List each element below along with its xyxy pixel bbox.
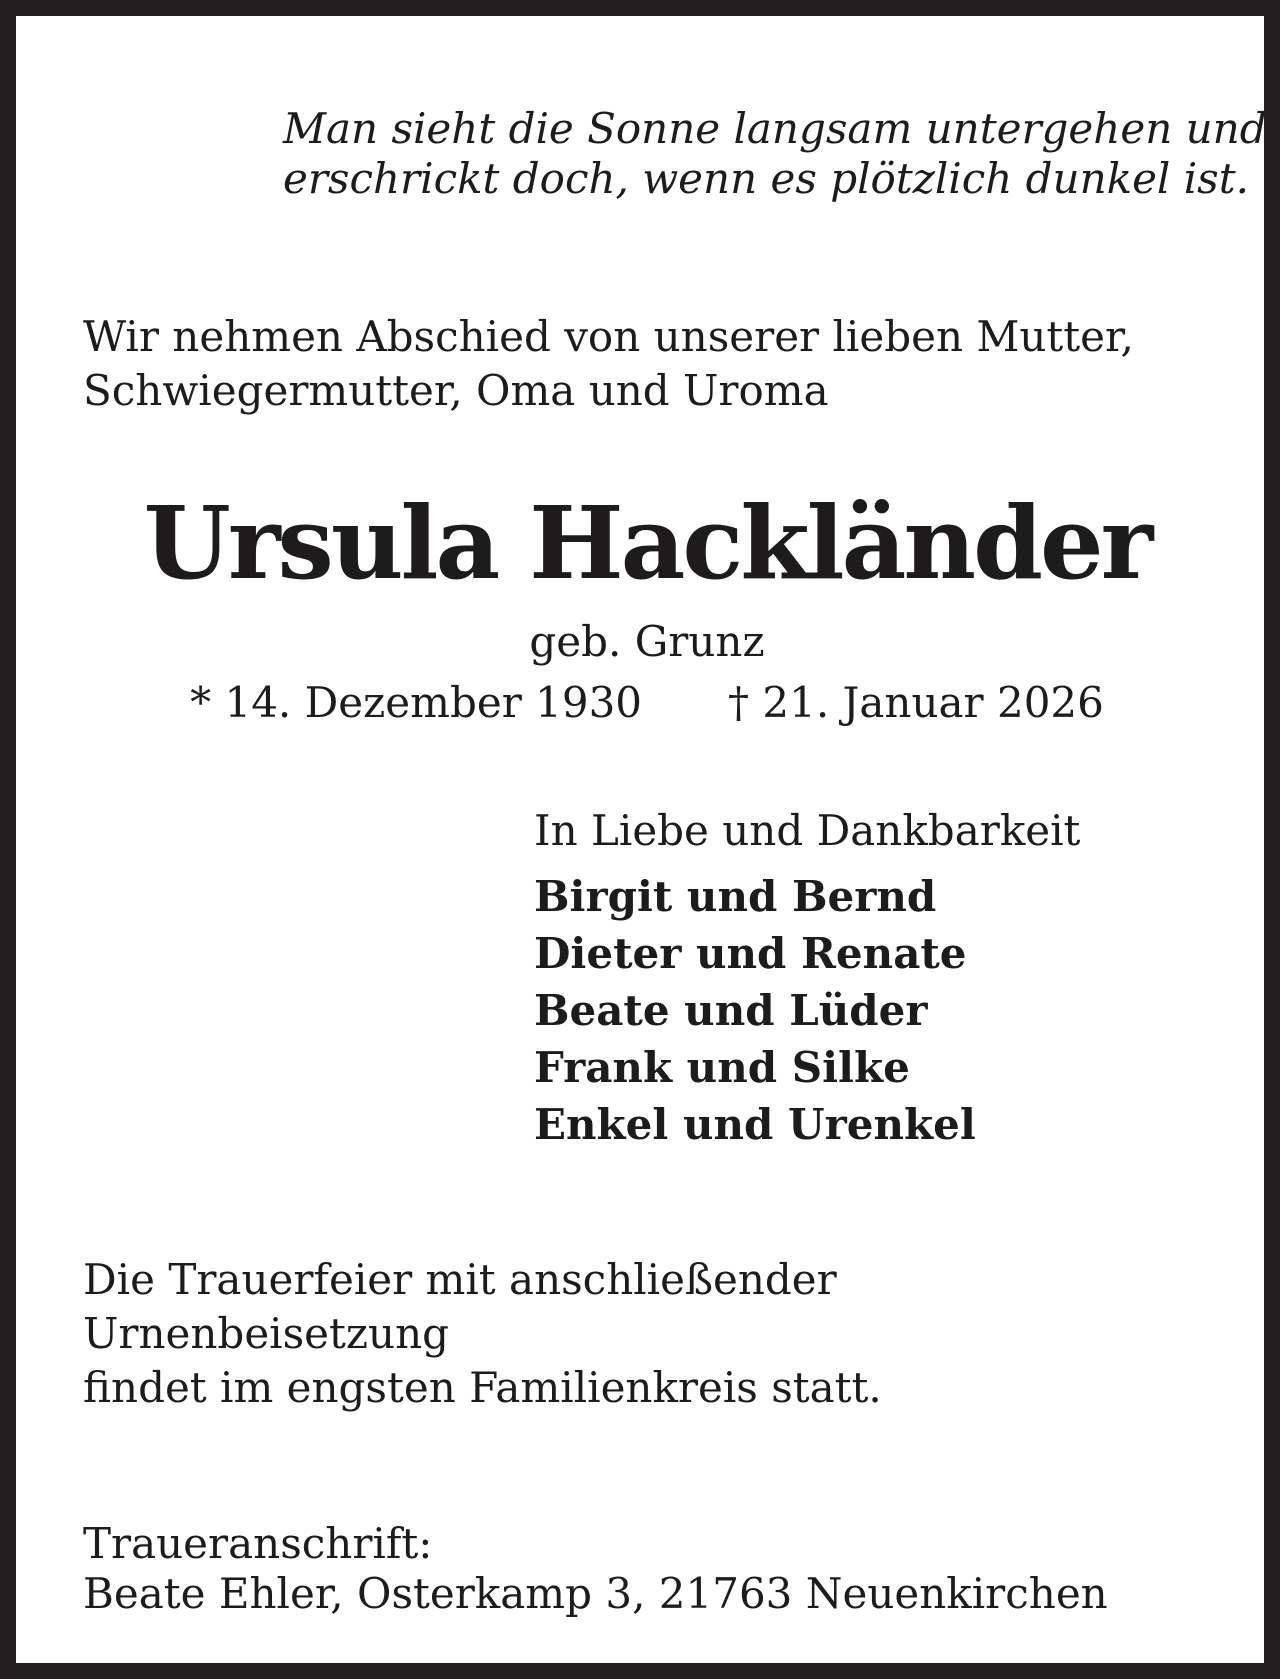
ceremony-line-1: Die Trauerfeier mit anschließender Urnenbeisetzung <box>83 1255 837 1358</box>
ceremony-line-2: findet im engsten Familienkreis statt. <box>83 1363 882 1412</box>
mourner-line: Enkel und Urenkel <box>534 1100 976 1149</box>
mourning-address-label: Traueranschrift: <box>83 1519 433 1568</box>
death-date: † 21. Januar 2026 <box>728 678 1104 727</box>
life-dates <box>83 678 1211 728</box>
memorial-quote <box>283 104 1267 204</box>
closing-phrase: In Liebe und Dankbarkeit <box>534 806 1081 855</box>
birth-date: * 14. Dezember 1930 <box>190 678 643 727</box>
memorial-quote-line-2: erschrickt doch, wenn es plötzlich dunkel ist. <box>283 154 1249 203</box>
intro-text <box>83 310 1211 418</box>
mourners-list <box>534 868 1211 1153</box>
ceremony-info <box>83 1253 1211 1415</box>
mourner-line: Birgit und Bernd <box>534 872 937 921</box>
memorial-quote-line-1: Man sieht die Sonne langsam untergehen und <box>283 104 1267 153</box>
mourner-line: Dieter und Renate <box>534 929 967 978</box>
deceased-name: Ursula Hackländer <box>143 484 1151 602</box>
mourner-line: Frank und Silke <box>534 1043 910 1092</box>
maiden-name: geb. Grunz <box>529 617 765 666</box>
intro-line-1: Wir nehmen Abschied von unserer lieben Mutter, <box>83 312 1134 361</box>
obituary-content <box>16 16 1267 1619</box>
mourning-address-value: Beate Ehler, Osterkamp 3, 21763 Neuenkirchen <box>83 1569 1108 1618</box>
mourning-address <box>83 1519 1211 1619</box>
mourner-line: Beate und Lüder <box>534 986 928 1035</box>
intro-line-2: Schwiegermutter, Oma und Uroma <box>83 366 829 415</box>
